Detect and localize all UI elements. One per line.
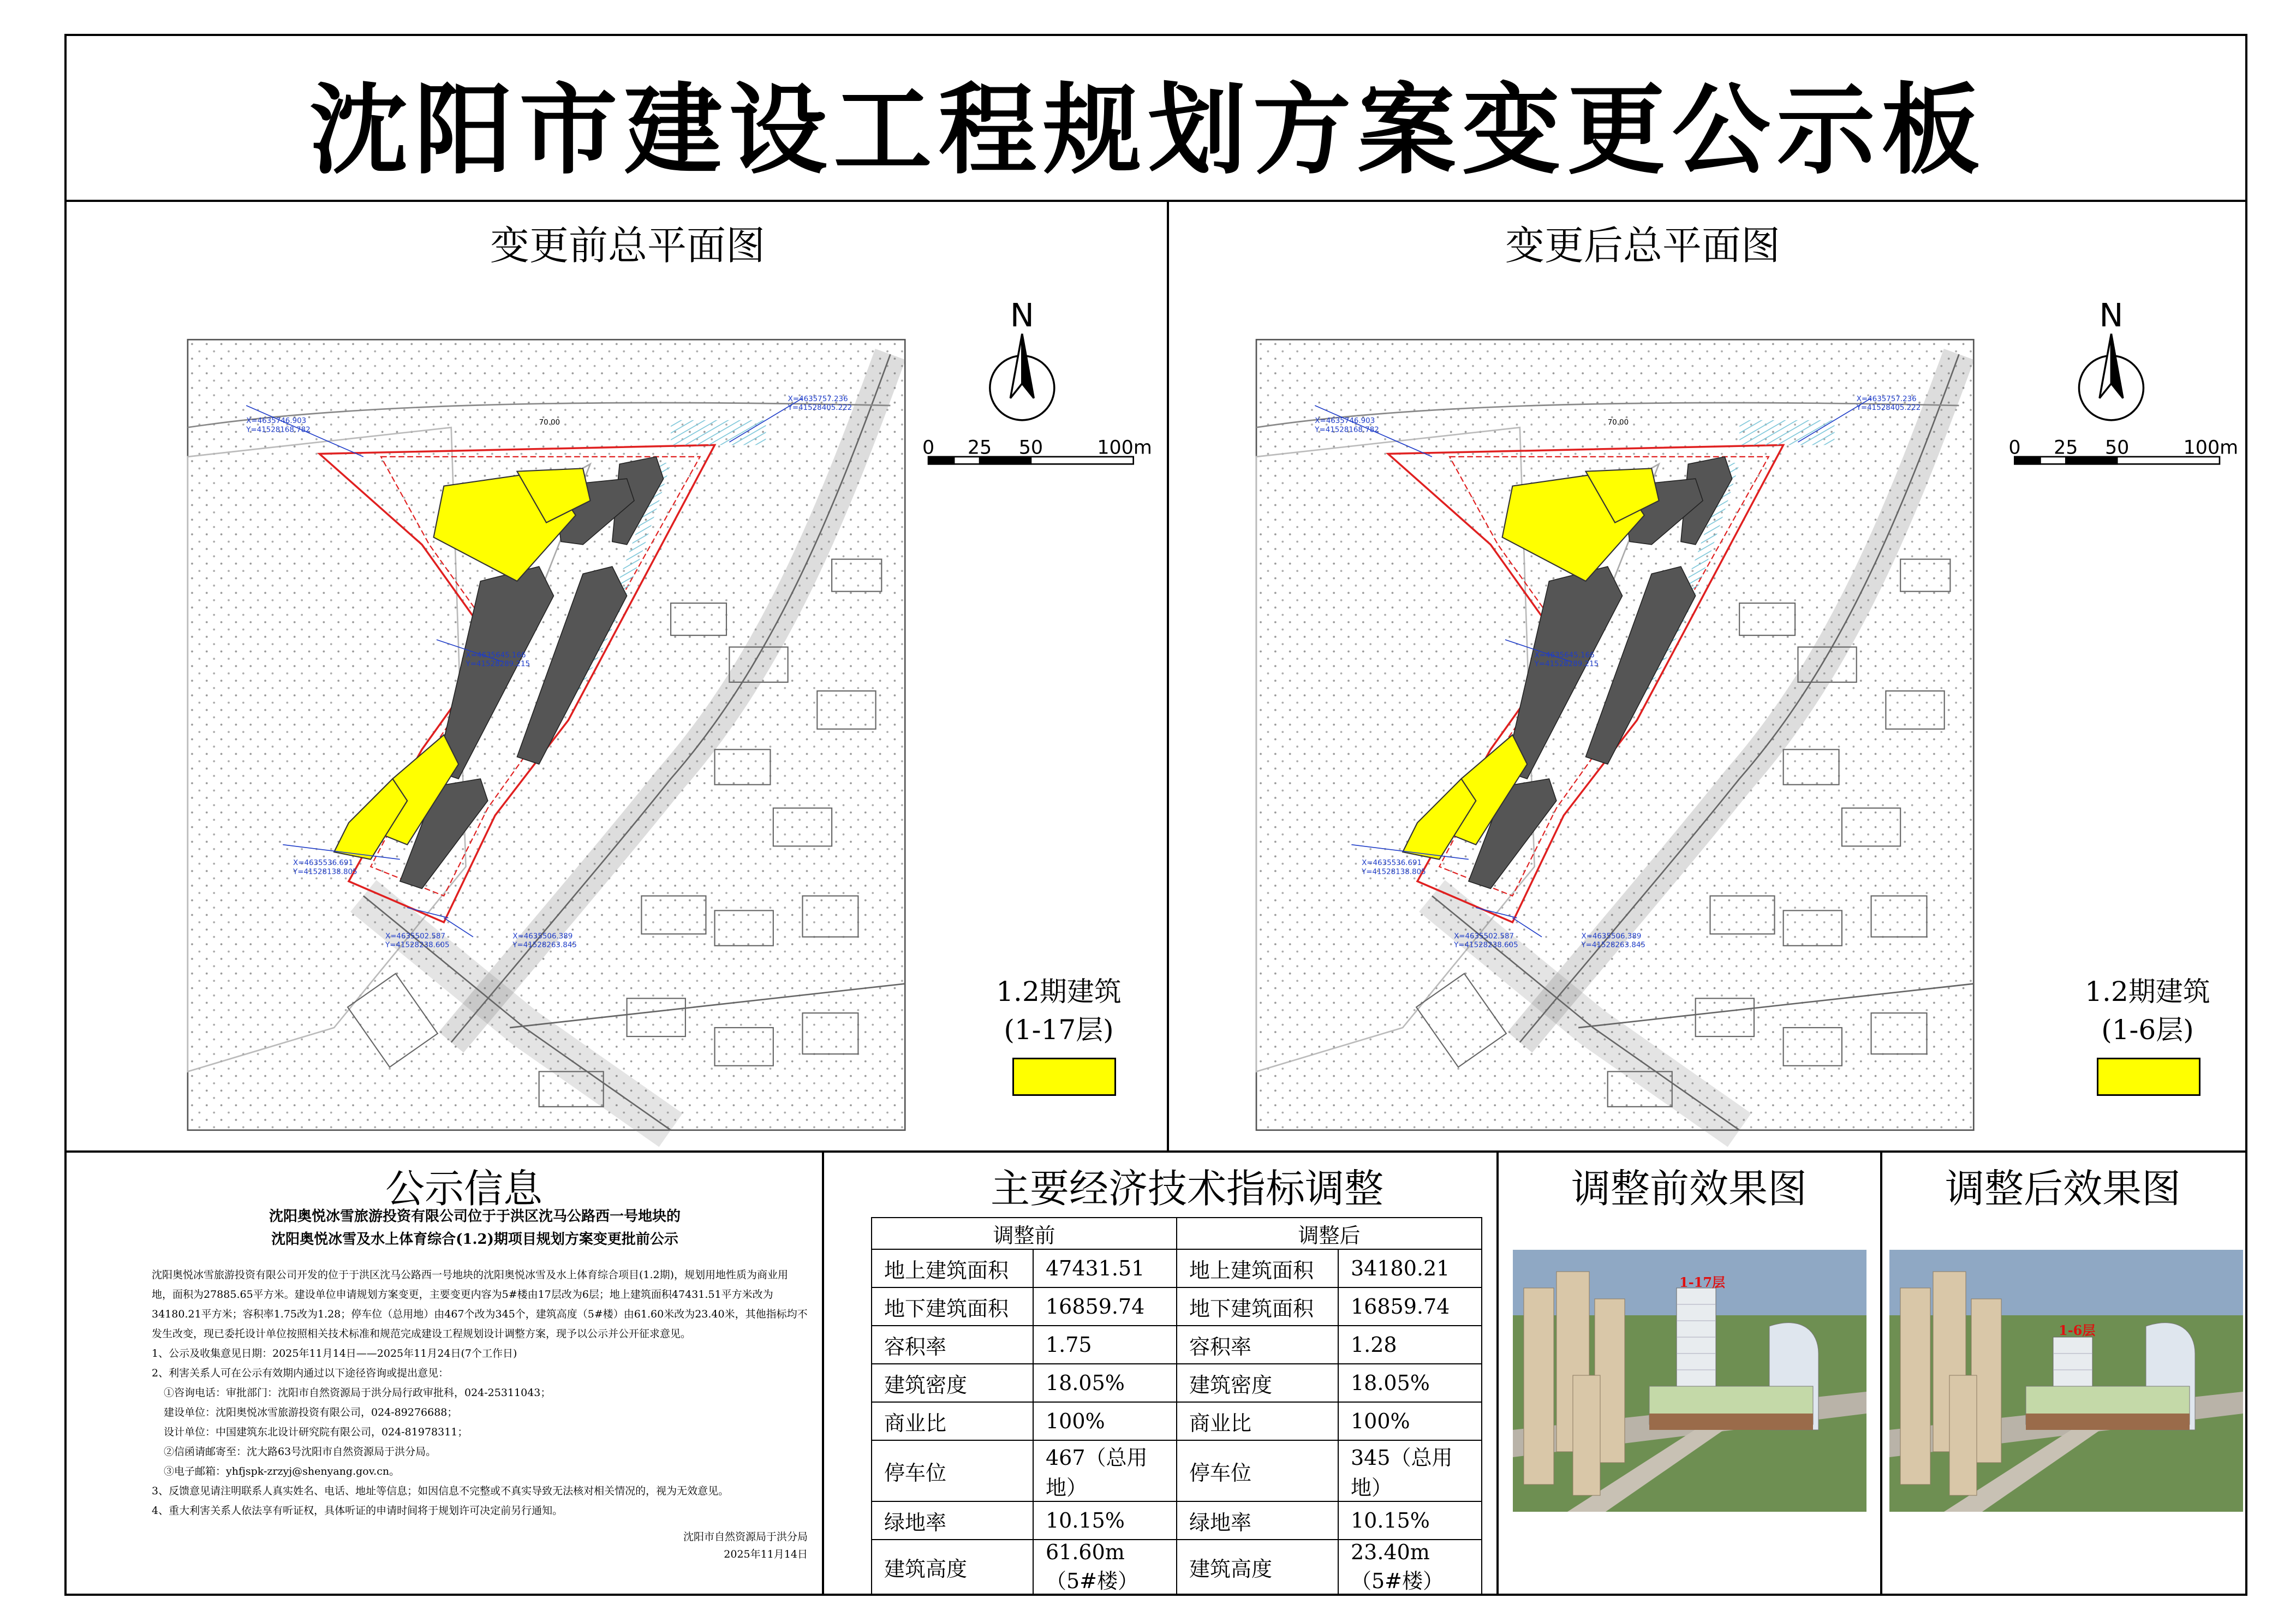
coord-label: Y=41528238.605	[1454, 941, 1518, 950]
scale-label: 25	[967, 437, 992, 459]
notice-item: 3、反馈意见请注明联系人真实姓名、电话、地址等信息；如因信息不完整或不真实导致无法核对相关情况的，视为无效意见。	[152, 1485, 729, 1497]
scale-label: 25	[2054, 437, 2078, 459]
notice-body	[131, 1265, 808, 1520]
scale-label: 0	[922, 437, 935, 459]
metric-after-value: 1.28	[1338, 1326, 1482, 1364]
metric-after-value: 10.15%	[1338, 1501, 1482, 1540]
scale-label: 50	[1018, 437, 1043, 459]
table-row	[872, 1249, 1482, 1287]
metric-before-value: 18.05%	[1033, 1364, 1177, 1402]
board-title: 沈阳市建设工程规划方案变更公示板	[309, 73, 1987, 188]
coord-label: Y=41528289.215	[466, 660, 530, 669]
metric-before-value: 1.75	[1033, 1326, 1177, 1364]
coord-label: X=4635645.166	[1534, 651, 1595, 660]
after-plan-title: 变更后总平面图	[1505, 223, 1780, 269]
legend-before-line2: (1-17层)	[1004, 1014, 1114, 1046]
metric-before-value: 467（总用地）	[1033, 1440, 1177, 1501]
notice-paragraph: 沈阳奥悦冰雪旅游投资有限公司开发的位于于洪区沈马公路西一号地块的沈阳奥悦冰雪及水上体育综合项目(1.2期)，规划用地性质为商业用地，面积为27885.65平方米。建设单位申请规划方案变更，主要变更内容为5#楼由17层改为6层；地上建筑面积47431.51平方米改为34180.21平方米；容积率1.75改为1.28；停车位（总用地）由467个改为345个，建筑高度（5#楼）由61.60米改为23.40米，其他指标均不发生改变，现已委托设计单位按照相关技术标准和规范完成建设工程规划设计调整方案，现予以公示并公开征求意见。	[152, 1269, 808, 1340]
notice-item: ①咨询电话：审批部门：沈阳市自然资源局于洪分局行政审批科，024-25311043；	[164, 1387, 551, 1399]
notice-item: ②信函请邮寄至：沈大路63号沈阳市自然资源局于洪分局。	[164, 1446, 437, 1458]
notice-item: 1、公示及收集意见日期：2025年11月14日——2025年11月24日(7个工作日)	[152, 1347, 517, 1359]
rendering-before-tag: 1-17层	[1679, 1274, 1726, 1290]
notice-heading-line1: 沈阳奥悦冰雪旅游投资有限公司位于于洪区沈马公路西一号地块的	[269, 1208, 681, 1225]
coord-label: Y=41528405.222	[1856, 404, 1921, 413]
notice-heading	[164, 1205, 786, 1251]
table-row	[872, 1440, 1482, 1501]
notice-date: 2025年11月14日	[724, 1548, 808, 1560]
metric-label: 商业比	[872, 1402, 1033, 1440]
coord-label: X=4635746.903	[246, 417, 307, 426]
table-row	[872, 1402, 1482, 1440]
coord-label: X=4635757.236	[788, 395, 848, 403]
notice-signature: 沈阳市自然资源局于洪分局	[683, 1531, 808, 1543]
coord-label: X=4635645.166	[466, 651, 526, 660]
legend-after-line2: (1-6层)	[2101, 1014, 2194, 1046]
metrics-title: 主要经济技术指标调整	[990, 1166, 1383, 1212]
table-row	[872, 1364, 1482, 1402]
metric-label: 建筑密度	[872, 1364, 1033, 1402]
metric-before-value: 16859.74	[1033, 1287, 1177, 1326]
dimension-label: 70.00	[539, 418, 560, 427]
metric-label: 建筑高度	[872, 1540, 1033, 1595]
rendering-after-tag: 1-6层	[2059, 1322, 2096, 1338]
legend-after-line1: 1.2期建筑	[2085, 976, 2210, 1007]
coord-label: Y=41528238.605	[385, 941, 450, 950]
legend-before-swatch	[1012, 1058, 1116, 1096]
notice-title: 公示信息	[385, 1166, 542, 1212]
coord-label: X=4635536.691	[293, 859, 354, 868]
table-row	[872, 1540, 1482, 1595]
rendering-before-title: 调整前效果图	[1571, 1166, 1807, 1212]
notice-item: 设计单位：中国建筑东北设计研究院有限公司，024-81978311；	[164, 1426, 468, 1438]
notice-signature-block	[480, 1528, 808, 1563]
metric-before-value: 100%	[1033, 1402, 1177, 1440]
metric-label: 容积率	[1177, 1326, 1338, 1364]
metric-after-value: 100%	[1338, 1402, 1482, 1440]
metric-label: 绿地率	[872, 1501, 1033, 1540]
col-before-header: 调整前	[872, 1218, 1177, 1249]
metric-before-value: 10.15%	[1033, 1501, 1177, 1540]
coord-label: X=4635757.236	[1856, 395, 1917, 403]
rendering-after-title: 调整后效果图	[1945, 1166, 2181, 1212]
dimension-label: 70.00	[1607, 418, 1629, 427]
notice-heading-line2: 沈阳奥悦冰雪及水上体育综合(1.2)期项目规划方案变更批前公示	[271, 1231, 678, 1248]
metric-after-value: 18.05%	[1338, 1364, 1482, 1402]
coord-label: X=4635506.389	[512, 932, 573, 941]
north-label: N	[1010, 296, 1034, 335]
metric-label: 容积率	[872, 1326, 1033, 1364]
legend-after-swatch	[2097, 1058, 2200, 1096]
coord-label: X=4635536.691	[1362, 859, 1422, 868]
coord-label: Y=41528405.222	[788, 404, 852, 413]
notice-item: 建设单位：沈阳奥悦冰雪旅游投资有限公司，024-89276688；	[164, 1406, 458, 1418]
rendering-after-image	[1889, 1250, 2243, 1512]
metric-after-value: 23.40m（5#楼）	[1338, 1540, 1482, 1595]
coord-label: Y=41528289.215	[1534, 660, 1599, 669]
metric-label: 建筑密度	[1177, 1364, 1338, 1402]
metric-after-value: 345（总用地）	[1338, 1440, 1482, 1501]
metric-label: 停车位	[1177, 1440, 1338, 1501]
legend-before-line1: 1.2期建筑	[996, 976, 1122, 1007]
metric-before-value: 61.60m（5#楼）	[1033, 1540, 1177, 1595]
col-after-header: 调整后	[1177, 1218, 1482, 1249]
coord-label: Y=41528263.845	[1581, 941, 1645, 950]
metric-before-value: 47431.51	[1033, 1249, 1177, 1287]
metric-label: 建筑高度	[1177, 1540, 1338, 1595]
metric-label: 地下建筑面积	[872, 1287, 1033, 1326]
table-row	[872, 1326, 1482, 1364]
coord-label: X=4635506.389	[1581, 932, 1642, 941]
metrics-table	[871, 1217, 1482, 1595]
scale-label: 100m	[1097, 437, 1152, 459]
metric-after-value: 34180.21	[1338, 1249, 1482, 1287]
table-row	[872, 1501, 1482, 1540]
metric-label: 绿地率	[1177, 1501, 1338, 1540]
rendering-before-image	[1513, 1250, 1866, 1512]
north-label: N	[2099, 296, 2124, 335]
notice-item: 2、利害关系人可在公示有效期内通过以下途径咨询或提出意见：	[152, 1367, 449, 1379]
metric-after-value: 16859.74	[1338, 1287, 1482, 1326]
notice-item: ③电子邮箱：yhfjspk-zrzyj@shenyang.gov.cn。	[164, 1465, 400, 1477]
table-header-row	[872, 1218, 1482, 1249]
north-arrow-icon	[2079, 334, 2143, 420]
coord-label: X=4635746.903	[1315, 417, 1375, 426]
coord-label: X=4635502.587	[385, 932, 446, 941]
scale-label: 50	[2105, 437, 2130, 459]
notice-item: 4、重大利害关系人依法享有听证权，具体听证的申请时间将于规划许可决定前另行通知。	[152, 1505, 563, 1517]
metric-label: 商业比	[1177, 1402, 1338, 1440]
metric-label: 地上建筑面积	[872, 1249, 1033, 1287]
scale-label: 0	[2008, 437, 2021, 459]
coord-label: X=4635502.587	[1454, 932, 1514, 941]
metric-label: 地下建筑面积	[1177, 1287, 1338, 1326]
north-arrow-icon	[990, 334, 1054, 420]
metric-label: 停车位	[872, 1440, 1033, 1501]
table-row	[872, 1287, 1482, 1326]
coord-label: Y=41528138.805	[293, 868, 357, 876]
metric-label: 地上建筑面积	[1177, 1249, 1338, 1287]
coord-label: Y=41528168.782	[246, 426, 311, 434]
coord-label: Y=41528263.845	[512, 941, 577, 950]
before-plan-title: 变更前总平面图	[490, 223, 765, 269]
coord-label: Y=41528138.805	[1362, 868, 1426, 876]
rendering-after-svg	[1889, 1250, 2243, 1512]
scale-label: 100m	[2183, 437, 2239, 459]
coord-label: Y=41528168.782	[1315, 426, 1379, 434]
